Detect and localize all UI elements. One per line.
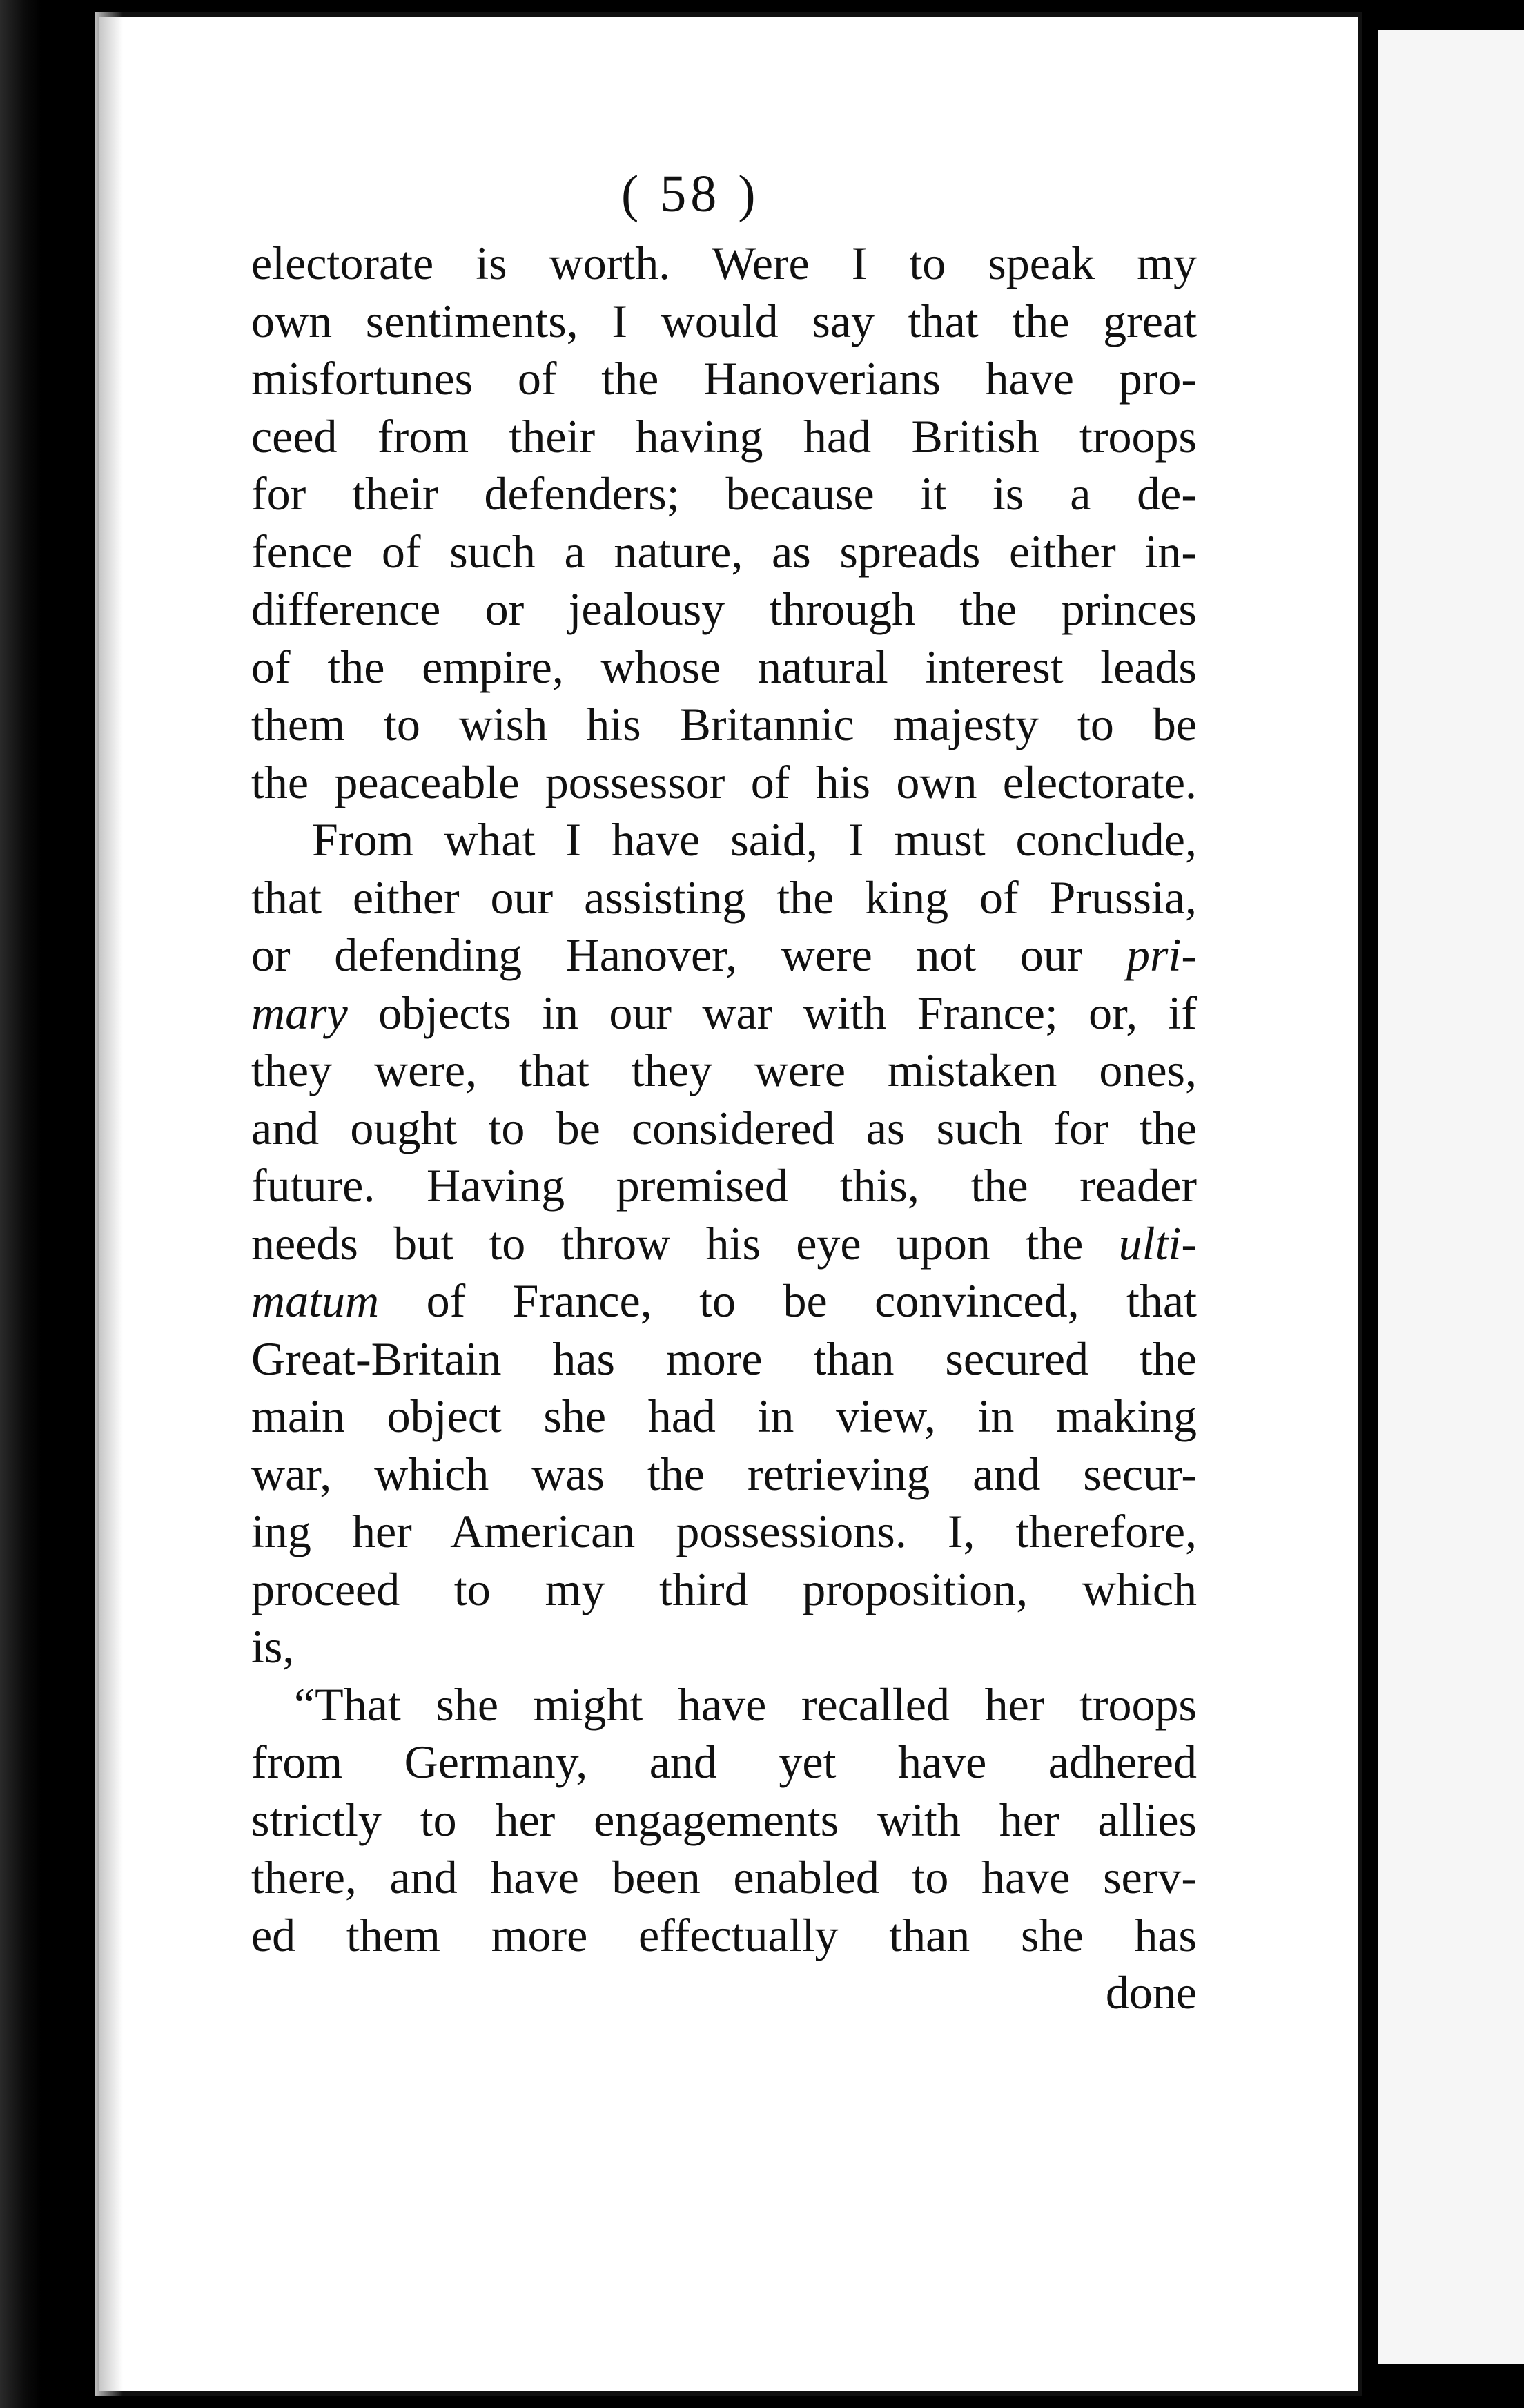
paragraph-first-line: From what I have said, I must conclude, — [312, 813, 1197, 866]
text-line: difference or jealousy through the princes — [251, 583, 1197, 635]
text-line: proceed to my third proposition, which — [251, 1562, 1197, 1615]
text-line: for their defenders; because it is a de- — [251, 467, 1197, 520]
text-line: war, which was the retrieving and secur- — [251, 1447, 1197, 1500]
text-line: future. Having premised this, the reader — [251, 1159, 1197, 1212]
text-line: the peaceable possessor of his own electorate. — [251, 755, 1197, 808]
body-text — [251, 235, 1197, 2022]
text-line: that either our assisting the king of Prussia, — [251, 871, 1197, 924]
page-number: ( 58 ) — [621, 165, 760, 223]
italic-word: pri- — [1126, 929, 1198, 981]
text-line: from Germany, and yet have adhered — [251, 1736, 1197, 1788]
text-line: misfortunes of the Hanoverians have pro- — [251, 352, 1197, 405]
quote-first-line: “That she might have recalled her troops — [294, 1678, 1197, 1731]
text-line — [251, 926, 1197, 984]
text-line: own sentiments, I would say that the great — [251, 294, 1197, 347]
text-line: of the empire, whose natural interest leads — [251, 640, 1197, 693]
text-span: of France, to be convinced, that — [426, 1274, 1198, 1327]
text-span: objects in our war with France; or, if — [378, 986, 1198, 1039]
text-line — [251, 1215, 1197, 1273]
gutter-shadow — [95, 12, 123, 2396]
text-line: strictly to her engagements with her allies — [251, 1793, 1197, 1846]
text-line: ed them more effectually than she has — [251, 1908, 1197, 1961]
italic-word: mary — [251, 986, 348, 1039]
text-span: or defending Hanover, were not our — [251, 929, 1083, 981]
text-line: ing her American possessions. I, therefore, — [251, 1505, 1197, 1557]
text-line: fence of such a nature, as spreads either in- — [251, 525, 1197, 578]
catchword: done — [1105, 1966, 1197, 2019]
text-line — [251, 984, 1197, 1042]
text-span: needs but to throw his eye upon the — [251, 1216, 1084, 1270]
text-line: electorate is worth. Were I to speak my — [251, 237, 1197, 289]
text-line — [251, 1272, 1197, 1330]
facing-page-edge — [1378, 30, 1524, 2364]
binding-edge — [0, 0, 41, 2408]
text-line: they were, that they were mistaken ones, — [251, 1044, 1197, 1096]
text-line: and ought to be considered as such for the — [251, 1101, 1197, 1154]
text-line: ceed from their having had British troops — [251, 409, 1197, 463]
text-line: them to wish his Britannic majesty to be — [251, 698, 1197, 750]
text-line: is, — [251, 1620, 295, 1673]
italic-word: ulti- — [1118, 1216, 1197, 1270]
text-line: there, and have been enabled to have serv- — [251, 1851, 1197, 1903]
text-line: main object she had in view, in making — [251, 1390, 1197, 1442]
text-line: Great-Britain has more than secured the — [251, 1332, 1197, 1385]
italic-word: matum — [251, 1274, 380, 1327]
